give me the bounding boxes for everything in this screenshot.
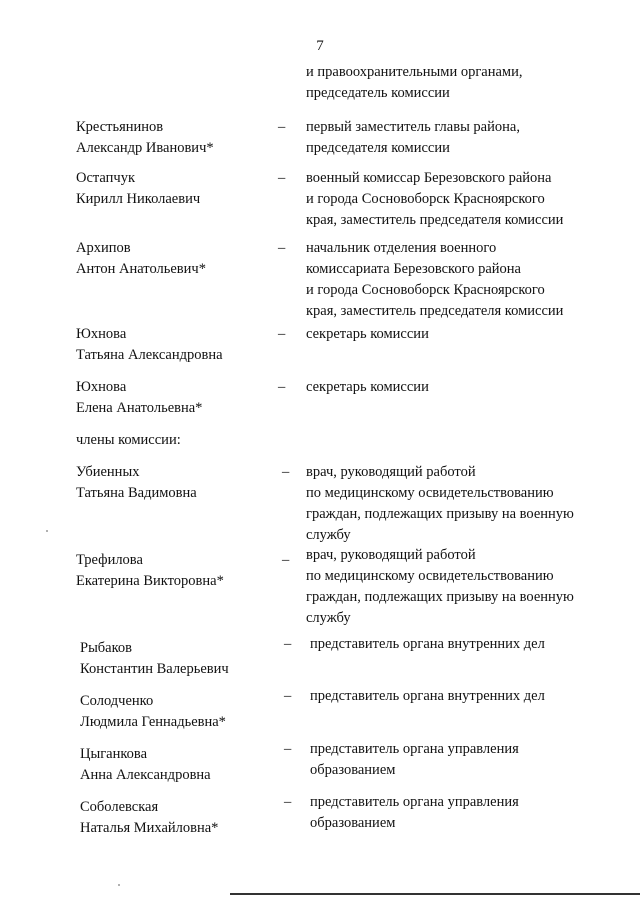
- page-number: 7: [316, 38, 324, 54]
- dash: –: [282, 552, 290, 568]
- member-name: Татьяна Александровна: [76, 347, 223, 363]
- member-role: по медицинскому освидетельствованию: [306, 485, 554, 501]
- member-role: и города Сосновоборск Красноярского: [306, 191, 545, 207]
- member-role: представитель органа внутренних дел: [310, 688, 545, 704]
- member-role: образованием: [310, 762, 396, 778]
- intro-line: председатель комиссии: [306, 85, 450, 101]
- member-name: Татьяна Вадимовна: [76, 485, 197, 501]
- dash: –: [278, 119, 286, 135]
- dash: –: [284, 741, 292, 757]
- members-heading: члены комиссии:: [76, 432, 181, 448]
- member-name: Убиенных: [76, 464, 140, 480]
- scan-speck: [118, 884, 120, 886]
- member-role: врач, руководящий работой: [306, 547, 476, 563]
- member-name: Екатерина Викторовна*: [76, 573, 224, 589]
- dash: –: [284, 688, 292, 704]
- member-role: края, заместитель председателя комиссии: [306, 212, 564, 228]
- member-name: Наталья Михайловна*: [80, 820, 219, 836]
- member-role: председателя комиссии: [306, 140, 450, 156]
- member-role: секретарь комиссии: [306, 326, 429, 342]
- dash: –: [278, 379, 286, 395]
- member-role: секретарь комиссии: [306, 379, 429, 395]
- member-name: Остапчук: [76, 170, 136, 186]
- bottom-rule: [230, 893, 640, 895]
- member-role: граждан, подлежащих призыву на военную: [306, 589, 574, 605]
- member-role: представитель органа управления: [310, 741, 519, 757]
- member-role: края, заместитель председателя комиссии: [306, 303, 564, 319]
- member-name: Александр Иванович*: [76, 140, 214, 156]
- member-name: Рыбаков: [80, 640, 133, 656]
- dash: –: [284, 794, 292, 810]
- dash: –: [278, 240, 286, 256]
- member-role: образованием: [310, 815, 396, 831]
- dash: –: [278, 170, 286, 186]
- member-name: Людмила Геннадьевна*: [80, 714, 226, 730]
- member-role: представитель органа управления: [310, 794, 519, 810]
- member-name: Юхнова: [76, 326, 127, 342]
- member-role: врач, руководящий работой: [306, 464, 476, 480]
- member-role: представитель органа внутренних дел: [310, 636, 545, 652]
- member-name: Крестьянинов: [76, 119, 164, 135]
- member-name: Кирилл Николаевич: [76, 191, 201, 207]
- member-role: службу: [306, 527, 351, 543]
- member-role: службу: [306, 610, 351, 626]
- member-name: Антон Анатольевич*: [76, 261, 206, 277]
- member-name: Юхнова: [76, 379, 127, 395]
- member-role: начальник отделения военного: [306, 240, 497, 256]
- member-name: Константин Валерьевич: [80, 661, 229, 677]
- member-name: Архипов: [76, 240, 131, 256]
- member-name: Солодченко: [80, 693, 154, 709]
- member-name: Цыганкова: [80, 746, 148, 762]
- member-role: и города Сосновоборск Красноярского: [306, 282, 545, 298]
- member-name: Соболевская: [80, 799, 159, 815]
- dash: –: [284, 636, 292, 652]
- member-name: Елена Анатольевна*: [76, 400, 203, 416]
- member-role: по медицинскому освидетельствованию: [306, 568, 554, 584]
- member-name: Анна Александровна: [80, 767, 211, 783]
- dash: –: [278, 326, 286, 342]
- dash: –: [282, 464, 290, 480]
- intro-line: и правоохранительными органами,: [306, 64, 523, 80]
- member-role: военный комиссар Березовского района: [306, 170, 552, 186]
- member-name: Трефилова: [76, 552, 143, 568]
- member-role: комиссариата Березовского района: [306, 261, 521, 277]
- member-role: граждан, подлежащих призыву на военную: [306, 506, 574, 522]
- scan-speck: [46, 530, 48, 532]
- member-role: первый заместитель главы района,: [306, 119, 520, 135]
